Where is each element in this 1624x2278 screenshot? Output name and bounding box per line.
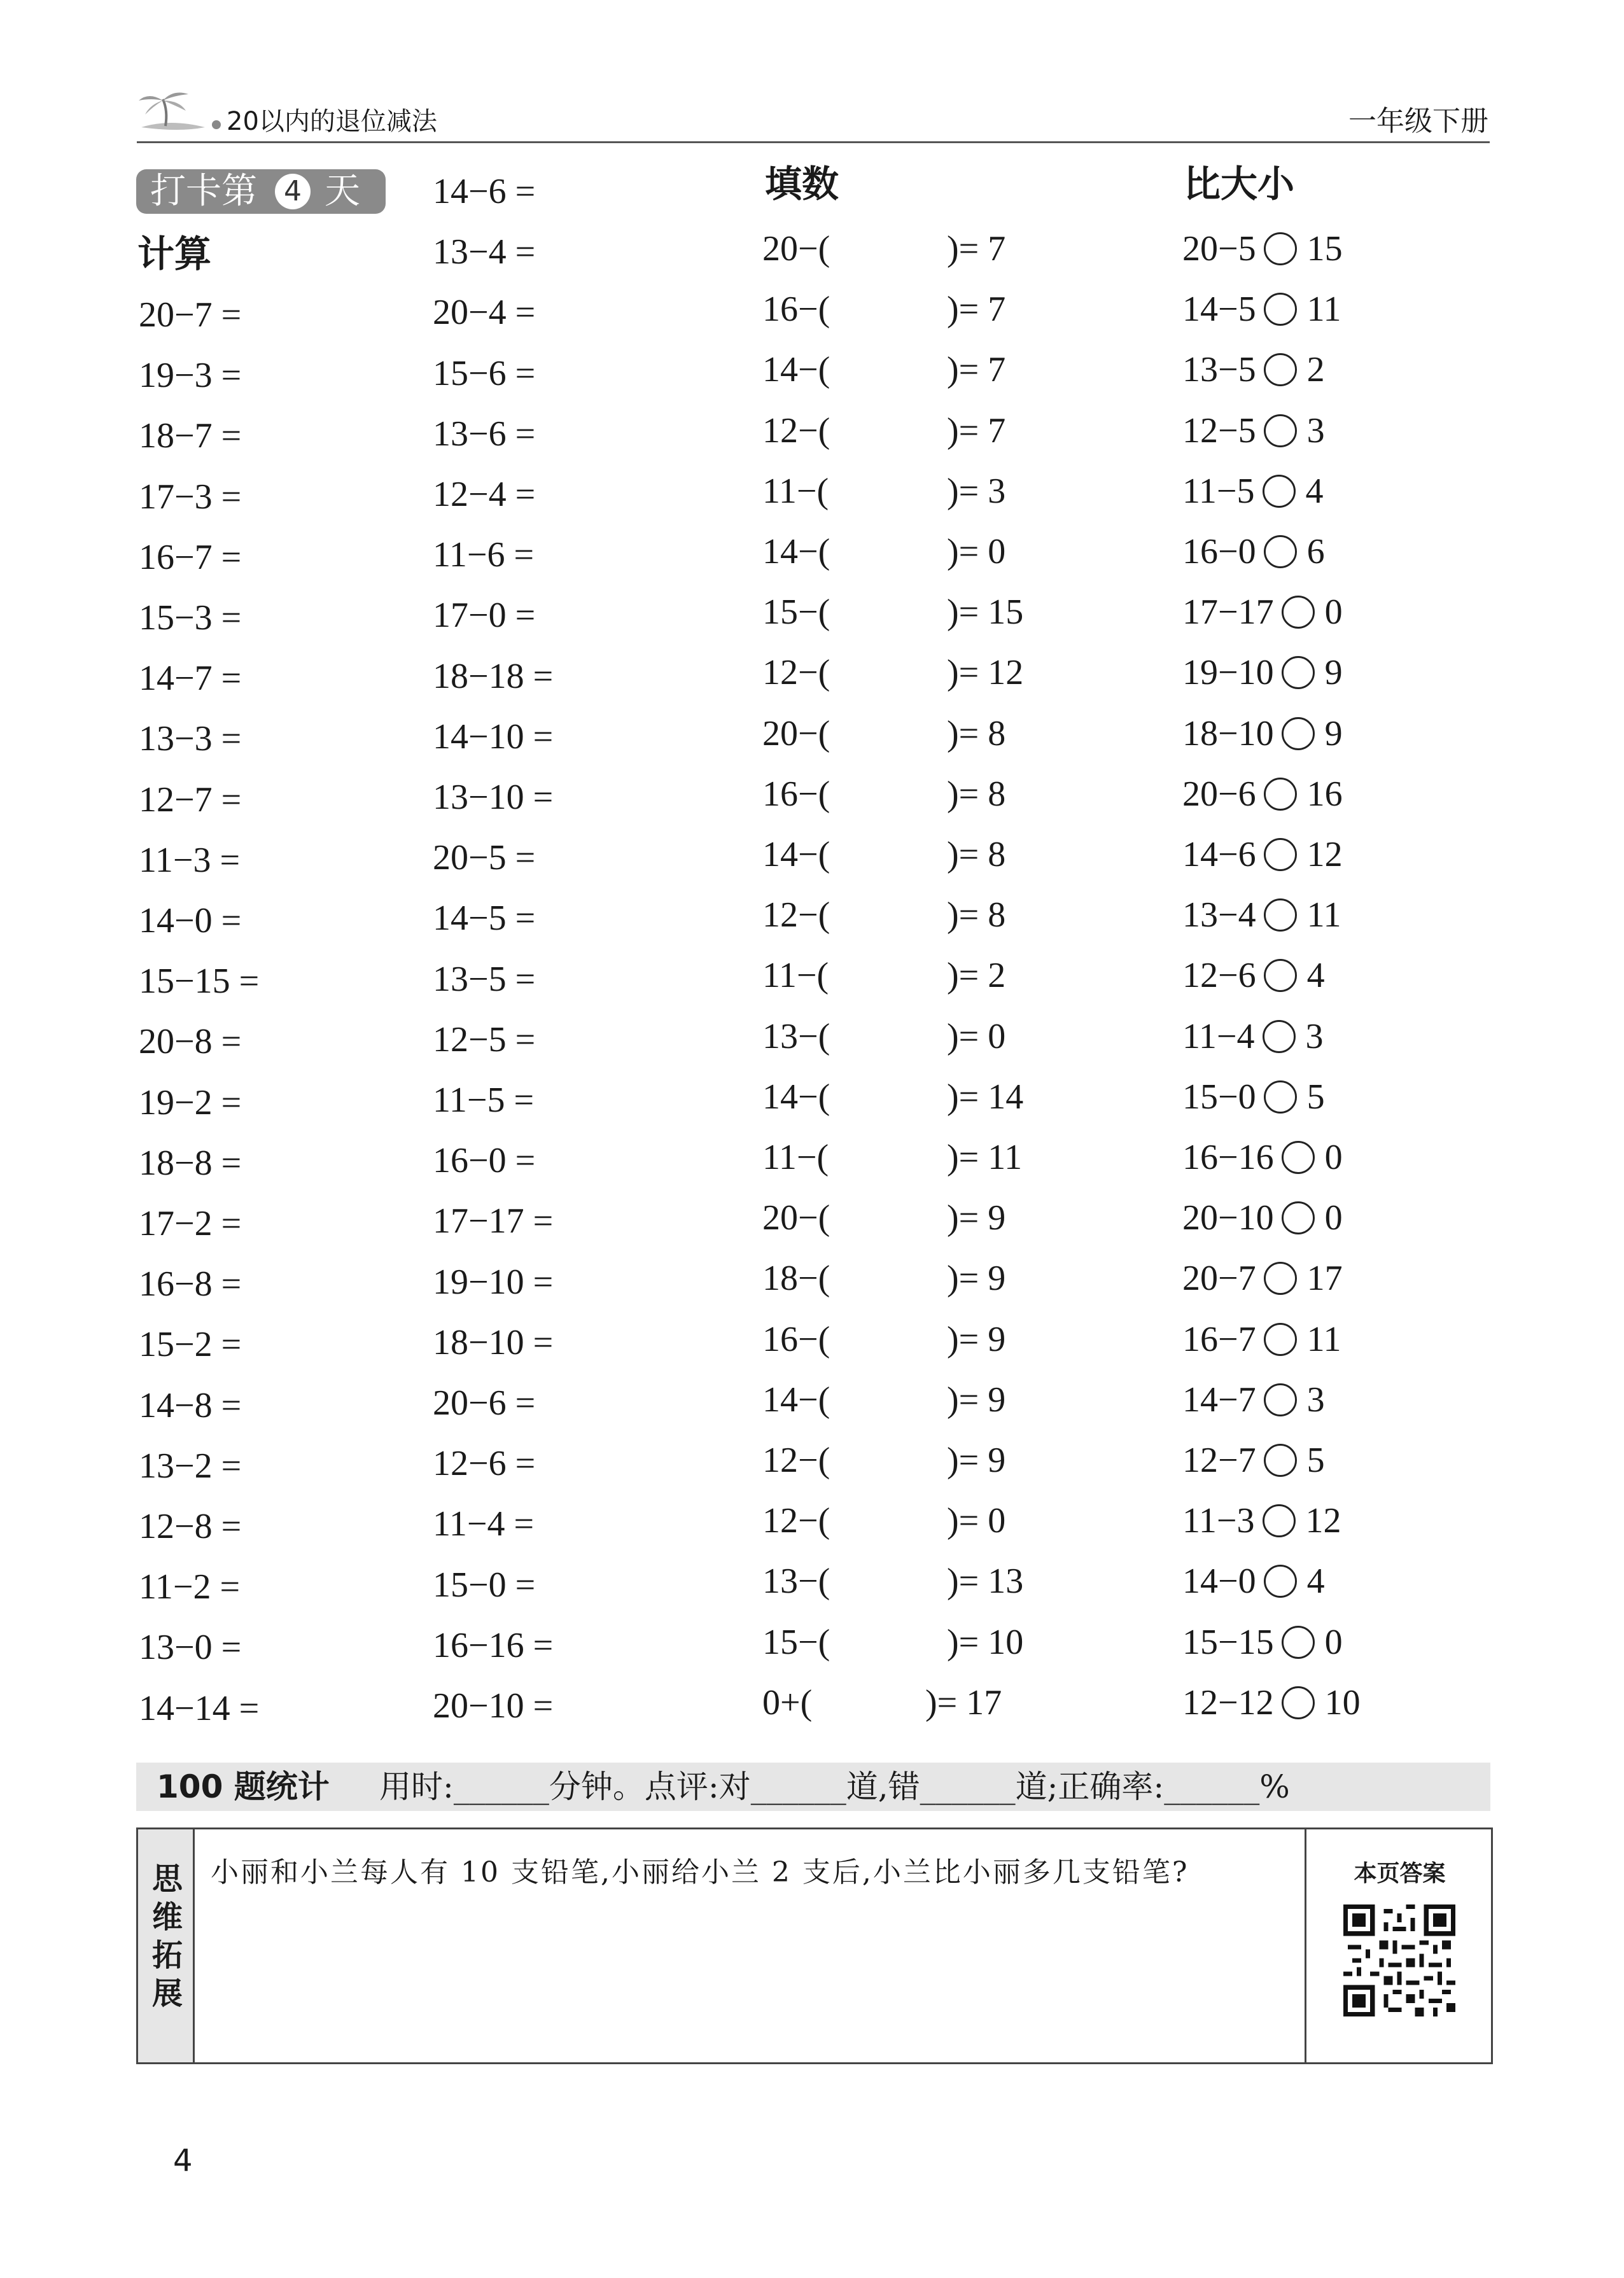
fill-equation	[762, 1438, 1119, 1483]
thinking-question: 小丽和小兰每人有 10 支铅笔,小丽给小兰 2 支后,小兰比小丽多几支铅笔?	[211, 1856, 1189, 1889]
answer-circle[interactable]	[1264, 1444, 1297, 1477]
equation: 14−5 =	[433, 898, 536, 938]
compare-left: 16−0	[1182, 532, 1256, 571]
equation: 20−7 =	[139, 295, 242, 335]
fill-equation	[762, 1681, 1119, 1725]
compare-row	[1182, 832, 1488, 877]
fill-lhs: 11−(	[762, 472, 829, 511]
answer-circle[interactable]	[1264, 414, 1297, 447]
answer-circle[interactable]	[1282, 656, 1315, 689]
equation: 15−3 =	[139, 598, 242, 638]
fill-rhs: )= 3	[947, 472, 1006, 511]
equation: 11−6 =	[433, 535, 535, 575]
compare-left: 12−12	[1182, 1683, 1274, 1722]
fill-equation	[762, 1014, 1119, 1059]
compare-left: 14−5	[1182, 290, 1256, 329]
fill-lhs: 12−(	[762, 1441, 830, 1480]
compare-row	[1182, 287, 1488, 332]
compare-left: 12−7	[1182, 1441, 1256, 1480]
fill-equation	[762, 287, 1119, 332]
header-grade: 一年级下册	[1348, 105, 1488, 137]
answer-circle[interactable]	[1264, 535, 1297, 568]
answer-circle[interactable]	[1264, 1565, 1297, 1598]
answer-circle[interactable]	[1264, 1262, 1297, 1295]
equation: 13−5 =	[433, 960, 536, 999]
compare-row	[1182, 347, 1488, 392]
answer-circle[interactable]	[1282, 717, 1315, 750]
fill-equation	[762, 953, 1119, 998]
equation: 19−3 =	[139, 356, 242, 395]
fill-rhs: )= 7	[947, 411, 1006, 451]
fill-rhs: )= 10	[947, 1623, 1024, 1662]
fill-equation	[762, 711, 1119, 756]
compare-left: 14−7	[1182, 1380, 1256, 1420]
fill-rhs: )= 14	[947, 1077, 1024, 1117]
checkin-badge	[136, 169, 386, 214]
equation: 19−2 =	[139, 1083, 242, 1122]
fill-equation	[762, 1256, 1119, 1301]
equation: 16−16 =	[433, 1626, 554, 1665]
equation: 16−0 =	[433, 1141, 536, 1180]
compare-right: 0	[1324, 1138, 1343, 1177]
equation: 12−5 =	[433, 1020, 536, 1059]
answer-circle[interactable]	[1264, 353, 1297, 386]
compare-left: 16−7	[1182, 1320, 1256, 1359]
equation: 17−0 =	[433, 596, 536, 635]
fill-lhs: 12−(	[762, 653, 830, 692]
equation: 15−0 =	[433, 1565, 536, 1605]
answer-circle[interactable]	[1282, 1686, 1315, 1719]
badge-suffix: 天	[325, 171, 360, 212]
compare-left: 20−10	[1182, 1198, 1274, 1238]
side-char: 维	[152, 1899, 183, 1935]
fill-rhs: )= 7	[947, 290, 1006, 329]
compare-row	[1182, 529, 1488, 574]
answer-circle[interactable]	[1264, 838, 1297, 871]
fill-rhs: )= 9	[947, 1380, 1006, 1420]
equation: 20−5 =	[433, 838, 536, 877]
compare-left: 20−6	[1182, 774, 1256, 814]
fill-lhs: 14−(	[762, 350, 830, 389]
fill-rhs: )= 9	[947, 1259, 1006, 1298]
equation: 18−10 =	[433, 1323, 554, 1362]
answer-circle[interactable]	[1264, 1323, 1297, 1356]
fill-lhs: 16−(	[762, 1320, 830, 1359]
compare-right: 0	[1324, 1198, 1343, 1238]
fill-lhs: 11−(	[762, 956, 829, 995]
equation: 13−4 =	[433, 232, 536, 272]
equation: 15−2 =	[139, 1325, 242, 1364]
compare-heading: 比大小	[1184, 162, 1295, 206]
fill-equation	[762, 529, 1119, 574]
compare-row	[1182, 1438, 1488, 1483]
compare-row	[1182, 1014, 1488, 1059]
badge-prefix: 打卡第	[150, 171, 257, 212]
compare-left: 20−5	[1182, 229, 1256, 269]
compare-row	[1182, 409, 1488, 453]
compare-right: 10	[1324, 1683, 1361, 1722]
compare-left: 14−0	[1182, 1562, 1256, 1601]
compare-right: 11	[1306, 895, 1341, 935]
answer-circle[interactable]	[1264, 1383, 1297, 1416]
fill-lhs: 11−(	[762, 1138, 829, 1177]
compare-right: 11	[1306, 1320, 1341, 1359]
equation: 14−0 =	[139, 901, 242, 940]
compare-left: 17−17	[1182, 592, 1274, 632]
compare-left: 16−16	[1182, 1138, 1274, 1177]
fill-rhs: )= 9	[947, 1441, 1006, 1480]
fill-equation	[762, 893, 1119, 937]
compare-row	[1182, 1317, 1488, 1362]
compare-row	[1182, 1378, 1488, 1422]
thinking-side-label	[138, 1829, 195, 2062]
equation: 18−18 =	[433, 657, 554, 696]
compare-right: 16	[1306, 774, 1343, 814]
fill-rhs: )= 13	[947, 1562, 1024, 1601]
compare-row	[1182, 1075, 1488, 1119]
answer-circle[interactable]	[1263, 1020, 1296, 1053]
compare-right: 12	[1305, 1501, 1341, 1541]
equation: 14−14 =	[139, 1689, 260, 1728]
equation: 14−7 =	[139, 659, 242, 698]
equation: 14−6 =	[433, 172, 536, 211]
fill-rhs: )= 0	[947, 1501, 1006, 1541]
fill-lhs: 20−(	[762, 229, 830, 269]
stats-bar	[136, 1763, 1490, 1811]
answer-circle[interactable]	[1264, 898, 1297, 932]
fill-equation	[762, 1075, 1119, 1119]
equation: 12−4 =	[433, 475, 536, 514]
fill-lhs: 13−(	[762, 1562, 830, 1601]
fill-rhs: )= 11	[947, 1138, 1023, 1177]
equation: 12−6 =	[433, 1444, 536, 1483]
equation: 15−15 =	[139, 961, 260, 1001]
equation: 15−6 =	[433, 354, 536, 393]
fill-rhs: )= 2	[947, 956, 1006, 995]
fill-lhs: 13−(	[762, 1017, 830, 1056]
compare-right: 0	[1324, 592, 1343, 632]
compare-left: 11−4	[1182, 1017, 1255, 1056]
equation: 13−3 =	[139, 719, 242, 758]
answer-circle[interactable]	[1263, 1504, 1296, 1537]
fill-equation	[762, 832, 1119, 877]
header-divider	[137, 141, 1490, 143]
compare-row	[1182, 650, 1488, 695]
compare-right: 4	[1306, 1562, 1325, 1601]
palm-tree-logo-icon	[135, 88, 224, 145]
fill-lhs: 0+(	[762, 1683, 813, 1722]
equation: 11−3 =	[139, 841, 241, 880]
equation: 14−10 =	[433, 717, 554, 757]
compare-right: 4	[1306, 956, 1325, 995]
fill-equation	[762, 409, 1119, 453]
equation: 20−6 =	[433, 1383, 536, 1423]
compare-right: 12	[1306, 835, 1343, 874]
fill-rhs: )= 15	[947, 592, 1024, 632]
equation: 19−10 =	[433, 1262, 554, 1302]
compare-right: 2	[1306, 350, 1325, 389]
fill-lhs: 12−(	[762, 411, 830, 451]
compare-left: 11−5	[1182, 472, 1255, 511]
answer-circle[interactable]	[1282, 1141, 1315, 1174]
fill-rhs: )= 0	[947, 1017, 1006, 1056]
compare-row	[1182, 227, 1488, 271]
compare-left: 15−0	[1182, 1077, 1256, 1117]
equation: 11−4 =	[433, 1504, 535, 1544]
compare-row	[1182, 590, 1488, 634]
compare-right: 15	[1306, 229, 1343, 269]
fill-rhs: )= 8	[947, 835, 1006, 874]
fill-lhs: 12−(	[762, 1501, 830, 1541]
answer-circle[interactable]	[1282, 1201, 1315, 1234]
equation: 16−8 =	[139, 1264, 242, 1304]
compare-right: 3	[1306, 411, 1325, 451]
compare-row	[1182, 953, 1488, 998]
fill-equation	[762, 590, 1119, 634]
equation: 20−4 =	[433, 293, 536, 332]
compare-left: 11−3	[1182, 1501, 1255, 1541]
answer-circle[interactable]	[1282, 596, 1315, 629]
fill-rhs: )= 9	[947, 1198, 1006, 1238]
equation: 18−7 =	[139, 416, 242, 456]
compare-right: 5	[1306, 1077, 1325, 1117]
compare-row	[1182, 772, 1488, 816]
qr-code-icon[interactable]	[1343, 1904, 1455, 2016]
compare-row	[1182, 893, 1488, 937]
fill-lhs: 14−(	[762, 532, 830, 571]
fill-lhs: 20−(	[762, 1198, 830, 1238]
answer-box	[1305, 1829, 1493, 2062]
fill-lhs: 14−(	[762, 835, 830, 874]
equation: 13−0 =	[139, 1628, 242, 1667]
compare-row	[1182, 1620, 1488, 1665]
compare-left: 19−10	[1182, 653, 1274, 692]
fill-lhs: 15−(	[762, 1623, 830, 1662]
compare-right: 0	[1324, 1623, 1343, 1662]
answer-circle[interactable]	[1264, 232, 1297, 265]
compare-right: 6	[1306, 532, 1325, 571]
compare-row	[1182, 1256, 1488, 1301]
calc-heading: 计算	[137, 232, 212, 276]
fill-lhs: 20−(	[762, 714, 830, 753]
fill-equation	[762, 1499, 1119, 1543]
fill-lhs: 15−(	[762, 592, 830, 632]
compare-left: 12−6	[1182, 956, 1256, 995]
equation: 13−2 =	[139, 1446, 242, 1486]
fill-rhs: )= 8	[947, 895, 1006, 935]
fill-rhs: )= 12	[947, 653, 1024, 692]
equation: 12−7 =	[139, 780, 242, 820]
side-char: 思	[152, 1861, 183, 1897]
compare-left: 13−5	[1182, 350, 1256, 389]
fill-equation	[762, 1559, 1119, 1604]
compare-right: 9	[1324, 714, 1343, 753]
compare-row	[1182, 1499, 1488, 1543]
fill-lhs: 14−(	[762, 1380, 830, 1420]
compare-right: 11	[1306, 290, 1341, 329]
compare-left: 18−10	[1182, 714, 1274, 753]
side-char: 拓	[152, 1938, 183, 1973]
fill-rhs: )= 8	[947, 774, 1006, 814]
fill-equation	[762, 227, 1119, 271]
compare-row	[1182, 711, 1488, 756]
equation: 17−17 =	[433, 1201, 554, 1241]
fill-lhs: 12−(	[762, 895, 830, 935]
fill-equation	[762, 1135, 1119, 1180]
compare-left: 12−5	[1182, 411, 1256, 451]
compare-right: 3	[1305, 1017, 1324, 1056]
equation: 12−8 =	[139, 1507, 242, 1546]
compare-right: 3	[1306, 1380, 1325, 1420]
stats-text: 用时:______分钟。点评:对______道,错______道;正确率:______%	[379, 1768, 1290, 1805]
compare-left: 20−7	[1182, 1259, 1256, 1298]
equation: 17−2 =	[139, 1204, 242, 1243]
side-char: 展	[152, 1976, 183, 2011]
fill-lhs: 16−(	[762, 290, 830, 329]
answer-circle[interactable]	[1264, 959, 1297, 992]
badge-day-number: 4	[275, 174, 311, 209]
compare-right: 17	[1306, 1259, 1343, 1298]
compare-left: 13−4	[1182, 895, 1256, 935]
page-number: 4	[173, 2143, 193, 2179]
fill-lhs: 16−(	[762, 774, 830, 814]
equation: 13−10 =	[433, 778, 554, 817]
answer-circle[interactable]	[1264, 778, 1297, 811]
fill-rhs: )= 0	[947, 532, 1006, 571]
answer-circle[interactable]	[1263, 475, 1296, 508]
fill-equation	[762, 1378, 1119, 1422]
equation: 11−2 =	[139, 1567, 241, 1607]
equation: 17−3 =	[139, 477, 242, 517]
header-title: 20以内的退位减法	[227, 107, 437, 136]
compare-row	[1182, 1681, 1488, 1725]
fill-equation	[762, 650, 1119, 695]
equation: 11−5 =	[433, 1080, 535, 1120]
fill-lhs: 18−(	[762, 1259, 830, 1298]
fill-equation	[762, 347, 1119, 392]
answer-label: 本页答案	[1354, 1861, 1446, 1887]
equation: 20−8 =	[139, 1022, 242, 1061]
equation: 14−8 =	[139, 1386, 242, 1425]
fill-rhs: )= 7	[947, 229, 1006, 269]
answer-circle[interactable]	[1282, 1626, 1315, 1659]
fill-equation	[762, 469, 1119, 514]
fill-equation	[762, 1196, 1119, 1240]
answer-circle[interactable]	[1264, 293, 1297, 326]
compare-right: 4	[1305, 472, 1324, 511]
thinking-extension-box	[136, 1827, 1493, 2064]
fill-rhs: )= 8	[947, 714, 1006, 753]
fill-equation	[762, 1317, 1119, 1362]
stats-label: 100 题统计	[157, 1768, 330, 1805]
compare-left: 14−6	[1182, 835, 1256, 874]
fill-rhs: )= 17	[925, 1683, 1002, 1722]
compare-right: 9	[1324, 653, 1343, 692]
equation: 20−10 =	[433, 1686, 554, 1726]
fill-lhs: 14−(	[762, 1077, 830, 1117]
fill-rhs: )= 7	[947, 350, 1006, 389]
answer-circle[interactable]	[1264, 1080, 1297, 1114]
equation: 16−7 =	[139, 538, 242, 577]
compare-left: 15−15	[1182, 1623, 1274, 1662]
equation: 18−8 =	[139, 1143, 242, 1183]
compare-row	[1182, 1196, 1488, 1240]
compare-row	[1182, 1135, 1488, 1180]
fill-rhs: )= 9	[947, 1320, 1006, 1359]
fill-equation	[762, 1620, 1119, 1665]
compare-row	[1182, 469, 1488, 514]
fill-equation	[762, 772, 1119, 816]
equation: 13−6 =	[433, 414, 536, 454]
compare-right: 5	[1306, 1441, 1325, 1480]
fill-heading: 填数	[765, 162, 839, 206]
compare-row	[1182, 1559, 1488, 1604]
